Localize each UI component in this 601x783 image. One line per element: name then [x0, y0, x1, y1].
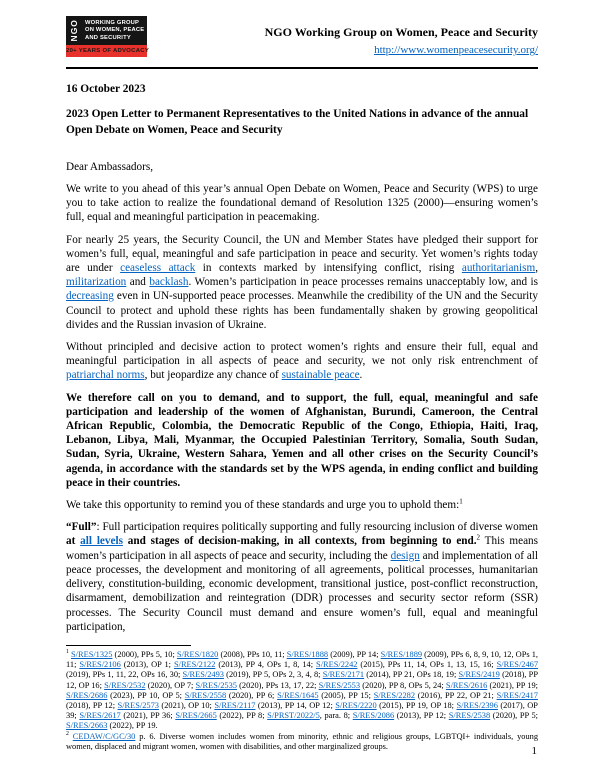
salutation: Dear Ambassadors, — [66, 160, 153, 173]
footnote-number: 1 — [66, 649, 69, 656]
text-run: . Women’s participation in peace processes remains unacceptably low, and is — [188, 276, 538, 289]
text-run: and — [126, 276, 150, 289]
paragraph — [66, 391, 538, 490]
hyperlink[interactable]: all levels — [80, 535, 123, 548]
footnote — [66, 732, 538, 752]
text-run: (2018), PP 12; — [66, 700, 118, 710]
page-number: 1 — [531, 745, 537, 757]
text-run: (2000), PPs 5, 10; — [112, 649, 177, 659]
ngowg-logo — [66, 16, 150, 57]
text-run: in contexts marked by intensifying conflict, rising — [195, 262, 462, 275]
org-header-block — [265, 16, 538, 58]
text-run: (2021), PP 19; — [487, 680, 538, 690]
hyperlink[interactable]: S/RES/2686 — [66, 690, 108, 700]
hyperlink[interactable]: S/RES/2535 — [195, 680, 237, 690]
text-run: and implementation of all peace processes, the development and monitoring of all agreements, political processes, humanitarian delivery, constitution-building, economic development, transitional justice, post-conflict reconstruction, disarmament, demobilization and reintegration (DDR) processes and security sector reform (SSR) processes. The Security Council must demand and ensure women’s full, equal and meaningful participation, — [66, 549, 539, 633]
logo-anniversary-banner: 20+ YEARS OF ADVOCACY — [66, 45, 147, 57]
hyperlink[interactable]: S/RES/2493 — [182, 670, 224, 680]
hyperlink[interactable]: S/RES/1889 — [380, 649, 423, 659]
hyperlink[interactable]: S/RES/2417 — [496, 690, 538, 700]
hyperlink[interactable]: S/RES/2242 — [316, 660, 358, 670]
logo-main-block — [66, 16, 147, 45]
org-name: NGO Working Group on Women, Peace and Security — [264, 25, 538, 39]
text-run: (2021), PP 36; — [120, 711, 176, 721]
hyperlink[interactable]: design — [390, 549, 420, 562]
text-run: (2017), OP 39; — [66, 700, 538, 721]
hyperlink[interactable]: S/RES/2282 — [373, 690, 416, 700]
text-run: (2014), PP 21, OPs 18, 19; — [364, 670, 459, 680]
hyperlink[interactable]: S/RES/2086 — [352, 711, 395, 721]
hyperlink[interactable]: authoritarianism — [461, 262, 536, 275]
header-rule — [66, 67, 538, 69]
hyperlink[interactable]: S/RES/2419 — [458, 670, 500, 680]
bold-text: “Full” — [66, 521, 97, 534]
text-run: (2020), PPs 13, 17, 22; — [236, 680, 319, 690]
text-run: even in UN-supported peace processes. Meanwhile the credibility of the UN and the Security Council to protect and uphold these rights has been fundamentally shaken by growing geopolitical divides and the Russian invasion of Ukraine. — [66, 290, 538, 331]
hyperlink[interactable]: S/RES/1645 — [277, 690, 319, 700]
text-run: (2013), PP 14, OP 12; — [255, 700, 336, 710]
hyperlink[interactable]: S/RES/2220 — [335, 700, 377, 710]
letter-title: 2023 Open Letter to Permanent Representatives to the United Nations in advance of the annual Open Debate on Women, Peace and Security — [66, 108, 529, 136]
text-run: (2015), PP 19, OP 18; — [376, 700, 457, 710]
hyperlink[interactable]: S/RES/2532 — [104, 680, 146, 690]
hyperlink[interactable]: S/RES/2553 — [318, 680, 361, 690]
text-run: , para. 8; — [319, 711, 353, 721]
text-run: (2021), OP 10; — [158, 700, 215, 710]
bold-text: and stages of decision-making, in all contexts, from beginning to end. — [122, 535, 477, 548]
hyperlink[interactable]: CEDAW/C/GC/30 — [72, 731, 136, 741]
hyperlink[interactable]: S/RES/2617 — [79, 711, 121, 721]
hyperlink[interactable]: patriarchal norms — [66, 369, 145, 382]
hyperlink[interactable]: ceaseless attack — [120, 262, 196, 275]
logo-wordmark — [85, 19, 144, 42]
hyperlink[interactable]: S/RES/2573 — [117, 700, 159, 710]
hyperlink[interactable]: S/RES/2122 — [173, 660, 216, 670]
paragraph — [66, 340, 538, 383]
text-run: : Full participation requires politically supporting and fully resourcing inclusion of diverse women — [96, 521, 538, 534]
letter-date: 16 October 2023 — [66, 83, 146, 95]
text-run: (2023), PP 10, OP 5; — [107, 690, 185, 700]
letterhead — [66, 16, 538, 58]
logo-wordmark-line: WORKING GROUP — [85, 19, 140, 26]
text-run: (2018), PP 12, OP 16; — [66, 670, 538, 690]
logo-ngo-text: NGO — [68, 19, 79, 42]
paragraph — [66, 520, 538, 634]
text-run: Without principled and decisive action to protect women’s rights and ensure their full, equal and meaningful participation in all aspects of peace and security, we not only risk entrenchment of — [66, 341, 538, 368]
hyperlink[interactable]: militarization — [66, 276, 127, 289]
hyperlink[interactable]: S/RES/1888 — [286, 649, 329, 659]
hyperlink[interactable]: S/RES/2117 — [214, 700, 256, 710]
hyperlink[interactable]: S/RES/2558 — [184, 690, 227, 700]
hyperlink[interactable]: S/RES/2396 — [456, 700, 498, 710]
text-run: (2013), PP 12; — [394, 711, 449, 721]
hyperlink[interactable]: S/RES/1820 — [176, 649, 219, 659]
footnotes — [66, 650, 538, 752]
text-run: (2022), PP 19. — [107, 721, 158, 731]
text-run: (2009), PP 14; — [328, 649, 381, 659]
footnote-reference: 2 — [476, 533, 481, 542]
footnote-number: 2 — [66, 730, 69, 737]
text-run: (2016), PP 22, OP 21; — [415, 690, 497, 700]
hyperlink[interactable]: S/RES/2663 — [66, 721, 108, 731]
text-run: (2008), PPs 10, 11; — [218, 649, 287, 659]
footnote-reference: 1 — [459, 497, 463, 506]
bold-text: We therefore call on you to demand, and to support, the full, equal, meaningful and safe participation and leadership of the women of Afghanistan, Burundi, Cameroon, the Central African Republic, Colombia, the Democratic Republic of the Congo, Ethiopia, Haiti, Iraq, Lebanon, Libya, Mali, Myanmar, the Occupied Palestinian Territory, Somalia, South Sudan, Sudan, Syria, Ukraine, Western Sahara, Yemen and all other crises on the Security Council’s agenda, in accordance with the standards set by the WPS agenda, in ending conflict and building peace in their countries. — [66, 391, 538, 489]
paragraphs — [66, 182, 538, 634]
hyperlink[interactable]: sustainable peace — [281, 369, 360, 382]
org-website-link[interactable]: http://www.womenpeacesecurity.org/ — [374, 44, 538, 56]
footnote — [66, 650, 538, 732]
text-run: (2019), PPs 1, 11, 22, OPs 16, 30; — [66, 670, 183, 680]
text-run: (2020), PP 6; — [226, 690, 278, 700]
text-run: (2013), OP 1; — [120, 660, 174, 670]
text-run: (2019), PP 5, OPs 2, 3, 4, 8; — [223, 670, 323, 680]
text-run: This means women’s participation in all aspects of peace and security, including the — [66, 535, 538, 562]
hyperlink[interactable]: decreasing — [66, 290, 114, 303]
text-run: (2020), PP 5; — [490, 711, 538, 721]
text-run: . — [359, 369, 363, 382]
logo-ngo-vertical — [68, 19, 80, 42]
hyperlink[interactable]: S/RES/2665 — [175, 711, 217, 721]
hyperlink[interactable]: S/RES/2171 — [322, 670, 365, 680]
hyperlink[interactable]: S/RES/2616 — [445, 680, 488, 690]
bold-text: at — [66, 535, 81, 548]
text-run: (2009), PPs 6, 8, 9, 10, 12, OPs 1, 11; — [66, 649, 538, 670]
text-run: (2020), OP 7; — [145, 680, 196, 690]
paragraph — [66, 233, 538, 332]
text-run: (2013), PP 4, OPs 1, 8, 14; — [215, 660, 317, 670]
hyperlink[interactable]: S/RES/1325 — [71, 649, 113, 659]
text-run: For nearly 25 years, the Security Council, the UN and Member States have pledged their support for women’s full, equal, meaningful and safe participation in peace and security. Yet women’s rights today are under — [66, 233, 538, 275]
hyperlink[interactable]: S/RES/2538 — [448, 711, 491, 721]
text-run: p. 6. Diverse women includes women from minority, ethnic and religious groups, LGBTQI+ individuals, young women, displaced and migrant women, women with disabilities, and other marginalized groups. — [66, 731, 539, 751]
hyperlink[interactable]: S/RES/2467 — [496, 660, 539, 670]
text-run: We write to you ahead of this year’s annual Open Debate on Women, Peace and Security (WPS) to urge you to take action to realize the foundational demand of Resolution 1325 (2000)—ensuring women’s full, equal and meaningful participation in peacemaking. — [66, 183, 538, 224]
text-run: We take this opportunity to remind you of these standards and urge you to uphold them: — [66, 499, 460, 512]
paragraph — [66, 182, 538, 225]
hyperlink[interactable]: backlash — [149, 276, 189, 289]
text-run: , — [535, 262, 538, 275]
hyperlink[interactable]: S/PRST/2022/5 — [267, 711, 320, 721]
footnote-separator — [66, 645, 191, 646]
logo-wordmark-line: ON WOMEN, PEACE — [85, 27, 145, 34]
logo-wordmark-line: AND SECURITY — [85, 34, 131, 41]
text-run: (2022), PP 8; — [216, 711, 268, 721]
text-run: (2005), PP 15; — [318, 690, 374, 700]
text-run: , but jeopardize any chance of — [144, 369, 282, 382]
text-run: (2020), PP 8, OPs 5, 24; — [360, 680, 446, 690]
paragraph — [66, 498, 538, 512]
text-run: (2015), PPs 11, 14, OPs 1, 13, 15, 16; — [357, 660, 497, 670]
hyperlink[interactable]: S/RES/2106 — [79, 660, 121, 670]
